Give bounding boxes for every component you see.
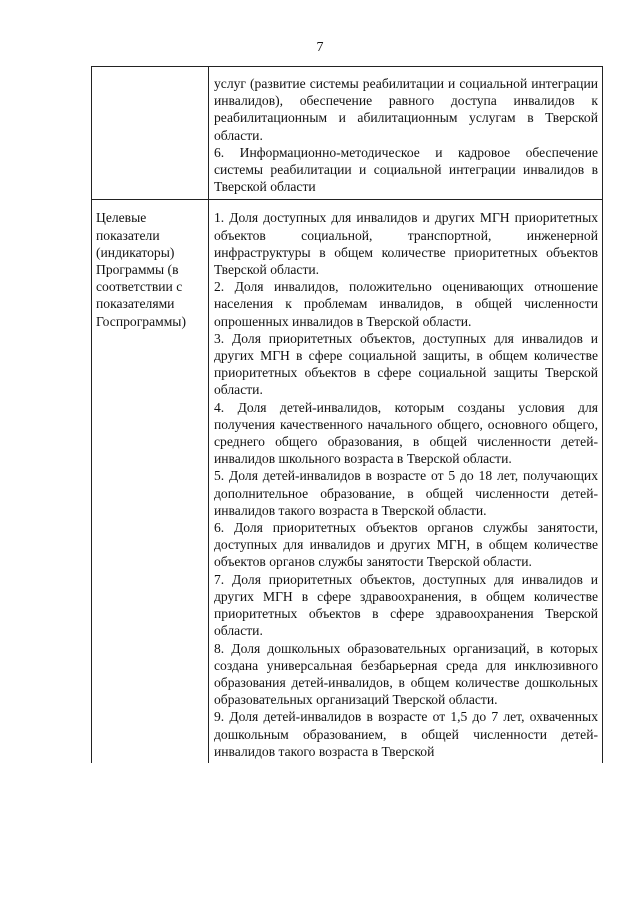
indicator-item: 9. Доля детей-инвалидов в возрасте от 1,5 до 7 лет, охваченных дошкольным образованием, в общей численности детей-инвалидов такого возраста в Тверской bbox=[214, 709, 598, 759]
indicator-item: 2. Доля инвалидов, положительно оценивающих отношение населения к проблемам инвалидов, в общей численности опрошенных инвалидов в Тверской области. bbox=[214, 279, 598, 329]
indicator-item: 7. Доля приоритетных объектов, доступных для инвалидов и других МГН в сфере здравоохранения, в общем количестве приоритетных объектов в сфере здравоохранения Тверской области. bbox=[214, 571, 598, 639]
row-label-cell bbox=[92, 67, 209, 200]
indicator-item: 5. Доля детей-инвалидов в возрасте от 5 до 18 лет, получающих дополнительное образование, в общей численности детей-инвалидов такого возраста в Тверской области. bbox=[214, 468, 598, 518]
indicator-item: 8. Доля дошкольных образовательных организаций, в которых создана универсальная безбарьерная среда для инклюзивного образования детей-инвалидов, в общем количестве дошкольных образовательных организаций Тверской области. bbox=[214, 640, 598, 708]
indicator-item: 6. Доля приоритетных объектов органов службы занятости, доступных для инвалидов и других МГН, в общем количестве объектов органов службы занятости Тверской области. bbox=[214, 520, 598, 570]
program-passport-table bbox=[91, 66, 603, 763]
indicator-item: 3. Доля приоритетных объектов, доступных для инвалидов и других МГН в сфере социальной защиты, в общем количестве приоритетных объектов в сфере социальной защиты Тверской области. bbox=[214, 330, 598, 398]
indicator-item: 4. Доля детей-инвалидов, которым созданы условия для получения качественного начального общего, основного общего, среднего общего образования, в общей численности детей-инвалидов школьного возраста в Тверской области. bbox=[214, 399, 598, 467]
page-number: 7 bbox=[316, 40, 324, 55]
row-content-cell bbox=[209, 67, 603, 200]
indicator-item: 1. Доля доступных для инвалидов и других МГН приоритетных объектов социальной, транспортной, инженерной инфраструктуры в общем количестве приоритетных объектов Тверской области. bbox=[214, 210, 598, 278]
continuation-paragraph: 6. Информационно-методическое и кадровое обеспечение системы реабилитации и социальной интеграции инвалидов в Тверской области bbox=[214, 144, 598, 195]
indicators-label: Целевые показатели (индикаторы) Программы (в соответствии с показателями Госпрограммы) bbox=[96, 210, 186, 329]
table-row-continuation bbox=[92, 67, 603, 200]
row-label-cell bbox=[92, 200, 209, 763]
table-row-indicators bbox=[92, 200, 603, 763]
continuation-paragraph: услуг (развитие системы реабилитации и социальной интеграции инвалидов), обеспечение равного доступа инвалидов к реабилитационным и абилитационным услугам в Тверской области. bbox=[214, 76, 598, 143]
row-content-cell bbox=[209, 200, 603, 763]
